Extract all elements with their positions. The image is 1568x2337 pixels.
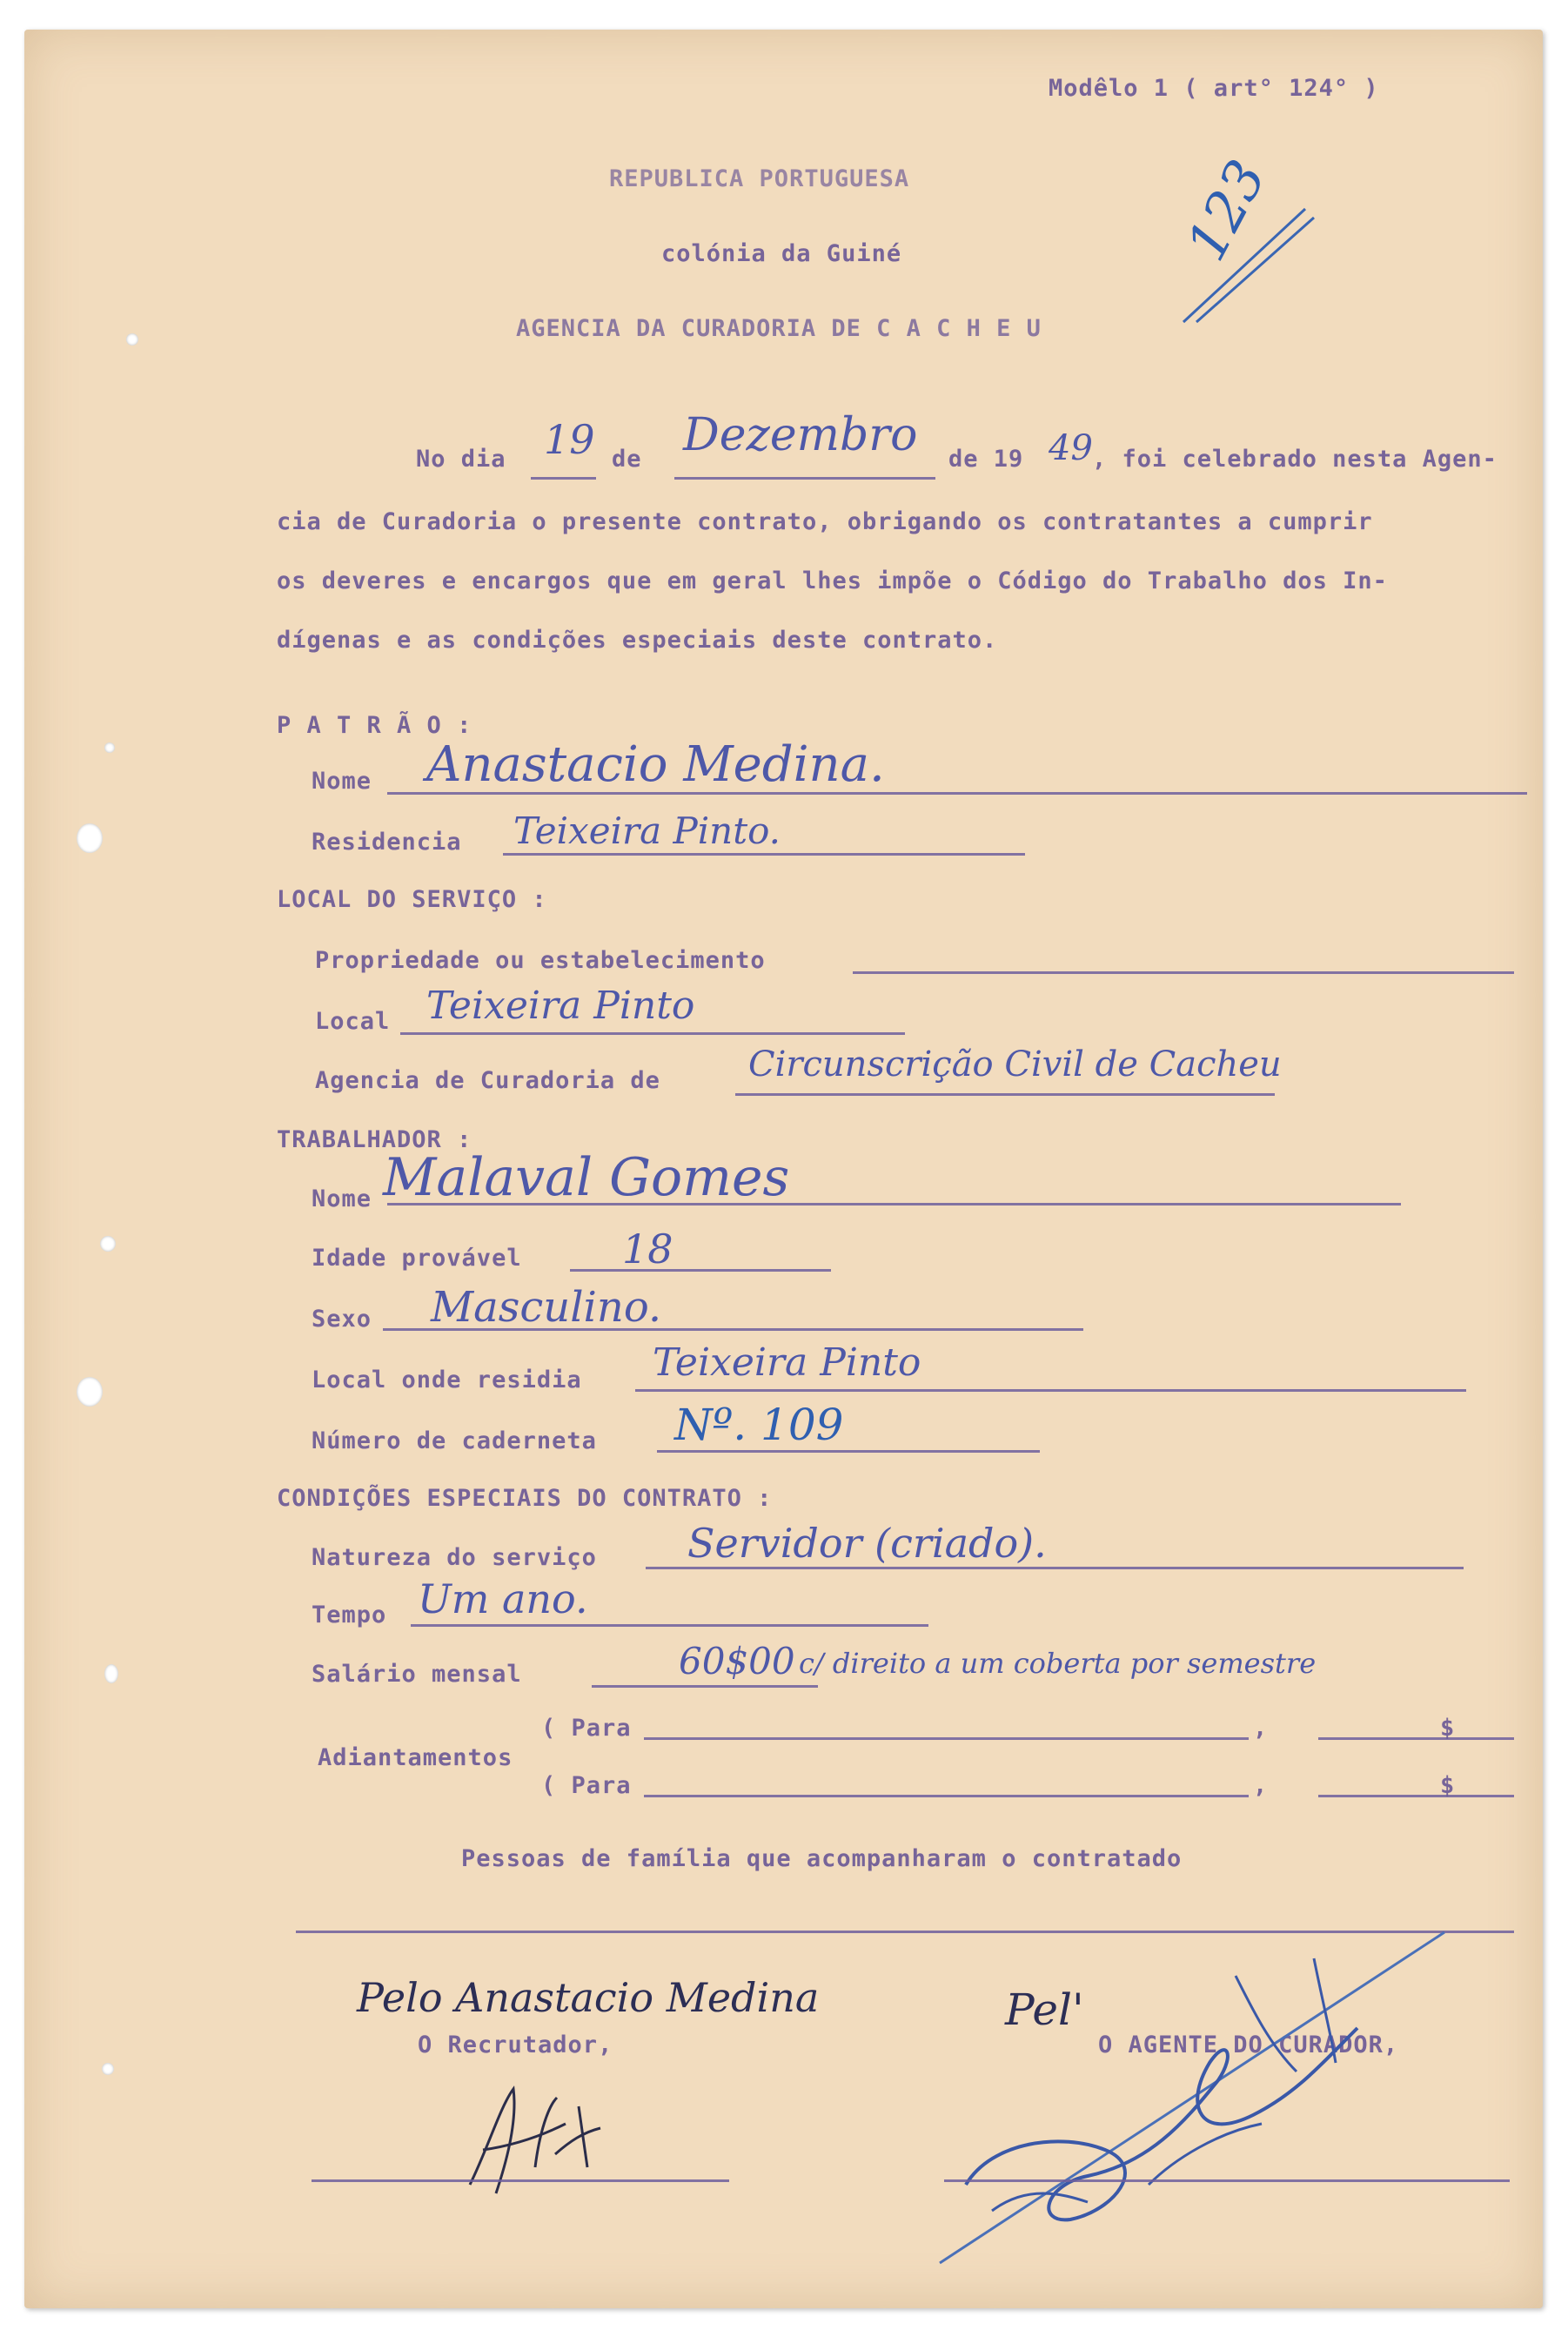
caderneta-line	[657, 1450, 1040, 1453]
adiantamentos-label: Adiantamentos	[318, 1744, 513, 1771]
agency-heading: AGENCIA DA CURADORIA DE C A C H E U	[516, 315, 1042, 342]
local-servico-heading: LOCAL DO SERVIÇO :	[277, 886, 547, 913]
punch-hole	[102, 2063, 114, 2075]
pessoas-familia-label: Pessoas de família que acompanharam o contratado	[461, 1845, 1183, 1872]
tempo-label: Tempo	[312, 1602, 387, 1629]
sexo-label: Sexo	[312, 1306, 372, 1333]
condicoes-heading: CONDIÇÕES ESPECIAIS DO CONTRATO :	[277, 1485, 773, 1512]
trabalhador-heading: TRABALHADOR :	[277, 1126, 472, 1153]
agente-handwriting: Pel'	[1005, 1984, 1084, 2035]
recrutador-signature	[452, 2072, 627, 2202]
salario-line	[592, 1685, 818, 1688]
intro-year-label: de 19	[948, 446, 1024, 473]
patrao-nome-value: Anastacio Medina.	[426, 736, 885, 793]
local-line	[400, 1032, 905, 1035]
adiantamento-dollar-2: $	[1440, 1772, 1456, 1799]
salario-note: c/ direito a um coberta por semestre	[799, 1647, 1317, 1680]
agencia-label: Agencia de Curadoria de	[315, 1067, 660, 1094]
adiantamentos-para-1: ( Para	[541, 1715, 632, 1742]
adiantamento-dollar-1: $	[1440, 1715, 1456, 1742]
trabalhador-nome-line	[387, 1203, 1401, 1205]
intro-line3: os deveres e encargos que em geral lhes impõe o Código do Trabalho dos In-	[277, 567, 1388, 594]
agencia-line	[735, 1093, 1275, 1096]
tempo-value: Um ano.	[418, 1575, 588, 1622]
punch-hole	[104, 1664, 118, 1683]
tempo-line	[411, 1624, 928, 1627]
natureza-value: Servidor (criado).	[687, 1520, 1047, 1567]
colony-heading: colónia da Guiné	[661, 240, 902, 267]
caderneta-value: Nº. 109	[674, 1400, 844, 1450]
punch-hole	[77, 823, 103, 853]
day-line	[531, 477, 596, 480]
adiantamento-line-2	[644, 1795, 1249, 1797]
local-label: Local	[315, 1008, 391, 1035]
idade-label: Idade provável	[312, 1245, 522, 1272]
month-line	[674, 477, 935, 480]
punch-hole	[126, 333, 138, 346]
propriedade-label: Propriedade ou estabelecimento	[315, 947, 766, 974]
natureza-label: Natureza do serviço	[312, 1544, 597, 1571]
residia-label: Local onde residia	[312, 1367, 582, 1393]
residia-line	[635, 1389, 1466, 1392]
punch-hole	[100, 1236, 116, 1252]
intro-line4: dígenas e as condições especiais deste contrato.	[277, 627, 998, 654]
intro-line1-rest: , foi celebrado nesta Agen-	[1092, 446, 1498, 473]
patrao-residencia-line	[503, 853, 1025, 856]
trabalhador-nome-value: Malaval Gomes	[383, 1147, 790, 1208]
intro-line2: cia de Curadoria o presente contrato, obrigando os contratantes a cumprir	[277, 508, 1373, 535]
patrao-nome-line	[387, 792, 1527, 795]
local-value: Teixeira Pinto	[426, 984, 695, 1028]
idade-line	[570, 1269, 831, 1272]
patrao-residencia-label: Residencia	[312, 829, 462, 856]
recrutador-signature-line	[312, 2179, 729, 2182]
residia-value: Teixeira Pinto	[653, 1340, 921, 1385]
sexo-value: Masculino.	[431, 1283, 662, 1332]
adiantamento-amount-line-1	[1318, 1737, 1514, 1740]
recrutador-handwriting: Pelo Anastacio Medina	[357, 1974, 820, 2021]
adiantamento-comma-1: ,	[1253, 1715, 1269, 1742]
adiantamento-comma-2: ,	[1253, 1772, 1269, 1799]
agencia-value: Circunscrição Civil de Cacheu	[748, 1044, 1282, 1085]
salario-value: 60$00	[679, 1640, 795, 1682]
sexo-line	[383, 1328, 1083, 1331]
agente-signature	[888, 1924, 1462, 2272]
agente-label: O AGENTE DO CURADOR,	[1098, 2031, 1399, 2058]
intro-month: Dezembro	[683, 409, 918, 461]
trabalhador-nome-label: Nome	[312, 1185, 372, 1212]
adiantamento-amount-line-2	[1318, 1795, 1514, 1797]
propriedade-line	[853, 971, 1514, 974]
caderneta-label: Número de caderneta	[312, 1427, 597, 1454]
adiantamentos-para-2: ( Para	[541, 1772, 632, 1799]
patrao-nome-label: Nome	[312, 768, 372, 795]
idade-value: 18	[622, 1226, 673, 1273]
punch-hole	[77, 1377, 103, 1407]
intro-of: de	[612, 446, 642, 473]
punch-hole	[104, 742, 115, 753]
intro-day: 19	[544, 416, 595, 463]
intro-year-suffix: 49	[1049, 428, 1093, 468]
document-number: 123	[1174, 150, 1279, 271]
agente-signature-line	[944, 2179, 1510, 2182]
natureza-line	[646, 1567, 1464, 1569]
patrao-heading: P A T R Ã O :	[277, 712, 472, 739]
number-strike-marks	[1175, 191, 1323, 331]
intro-prefix: No dia	[416, 446, 506, 473]
model-reference: Modêlo 1 ( art° 124° )	[1049, 75, 1379, 102]
recrutador-label: O Recrutador,	[418, 2031, 613, 2058]
patrao-residencia-value: Teixeira Pinto.	[513, 809, 781, 852]
country-heading: REPUBLICA PORTUGUESA	[609, 165, 910, 192]
salario-label: Salário mensal	[312, 1661, 522, 1688]
adiantamento-line-1	[644, 1737, 1249, 1740]
